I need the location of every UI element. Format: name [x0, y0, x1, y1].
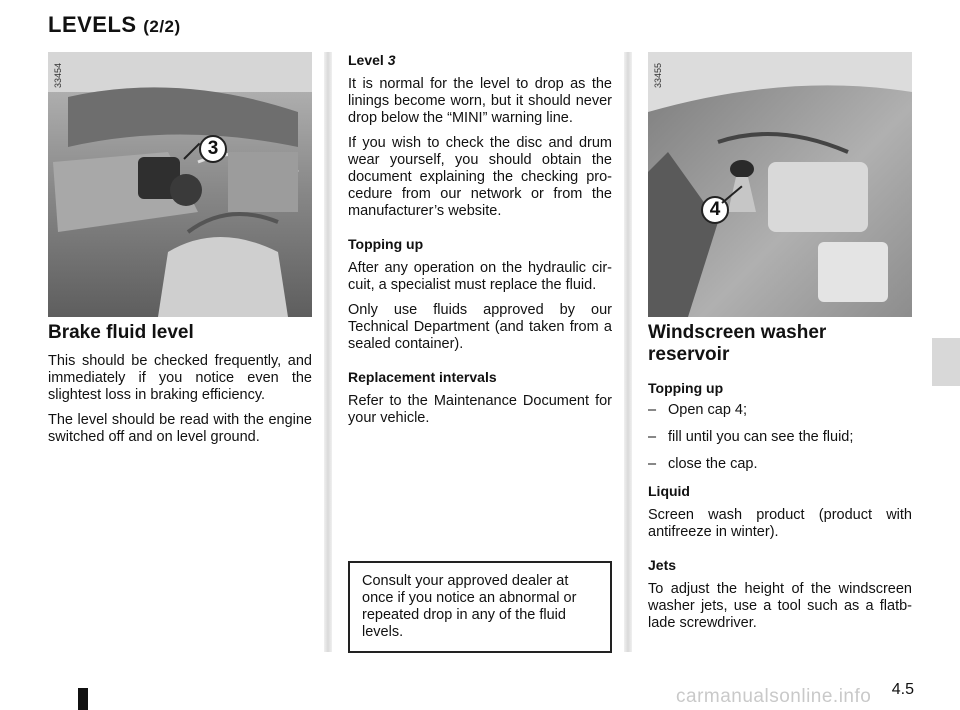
middle-para-5: Refer to the Maintenance Document for your vehicle.	[348, 393, 612, 426]
chapter-tab	[932, 338, 960, 386]
column-divider-left	[324, 52, 332, 652]
level-number: 3	[387, 52, 396, 68]
replacement-heading: Replacement intervals	[348, 369, 497, 385]
title-part: (2/2)	[143, 17, 181, 36]
washer-heading: Windscreen washer reservoir	[648, 322, 827, 365]
jets-text: To adjust the height of the windscreen washer jets, use a tool such as a flatb-lade screwdriver.	[648, 581, 912, 631]
list-item: – close the cap.	[648, 456, 912, 473]
steps-list	[648, 402, 912, 473]
liquid-text: Screen wash product (product with antifreeze in winter).	[648, 507, 912, 540]
page-number: 4.5	[891, 681, 914, 698]
engine-bay-illustration	[48, 52, 312, 317]
middle-para-4: Only use fluids approved by our Technical Department (and taken from a sealed container).	[348, 302, 612, 352]
photo-reference-number: 33454	[53, 62, 63, 88]
middle-para-2: If you wish to check the disc and drum wear yourself, you should obtain the document explaining the checking pro-cedure from our network or from the manufacturer’s website.	[348, 135, 612, 219]
topping-up-heading: Topping up	[348, 236, 424, 252]
brake-fluid-heading: Brake fluid level	[48, 322, 194, 343]
middle-para-1: It is normal for the level to drop as the linings become worn, but it should never drop below the “MINI” warning line.	[348, 76, 612, 126]
engine-bay-illustration	[648, 52, 912, 317]
warning-note-box: Consult your approved dealer at once if you notice an abnormal or repeated drop in any of the fluid levels.	[348, 561, 612, 653]
title-text: LEVELS	[48, 12, 137, 37]
callout-marker-4: 4	[701, 196, 729, 224]
list-item: – fill until you can see the fluid;	[648, 429, 912, 446]
liquid-heading: Liquid	[648, 483, 690, 499]
washer-topping-heading: Topping up	[648, 380, 724, 396]
page-title	[48, 12, 181, 38]
washer-reservoir-photo	[648, 52, 912, 317]
washer-section	[648, 322, 912, 632]
brake-fluid-photo	[48, 52, 312, 317]
bottom-bar	[78, 688, 88, 710]
level-heading	[348, 52, 612, 68]
list-item: – Open cap 4;	[648, 402, 912, 419]
jets-heading: Jets	[648, 557, 677, 573]
column-divider-right	[624, 52, 632, 652]
watermark-text: carmanualsonline.info	[676, 686, 872, 707]
brake-fluid-para-1: This should be checked frequently, and immediately if you notice even the slightest loss in braking efficiency.	[48, 353, 312, 403]
middle-para-3: After any operation on the hydraulic cir-cuit, a specialist must replace the fluid.	[348, 260, 612, 293]
callout-marker-3: 3	[199, 135, 227, 163]
brake-fluid-section	[48, 322, 312, 446]
level-label: Level	[348, 52, 384, 68]
photo-reference-number: 33455	[653, 62, 663, 88]
brake-fluid-para-2: The level should be read with the engine switched off and on level ground.	[48, 412, 312, 445]
brake-fluid-continued	[348, 52, 612, 427]
